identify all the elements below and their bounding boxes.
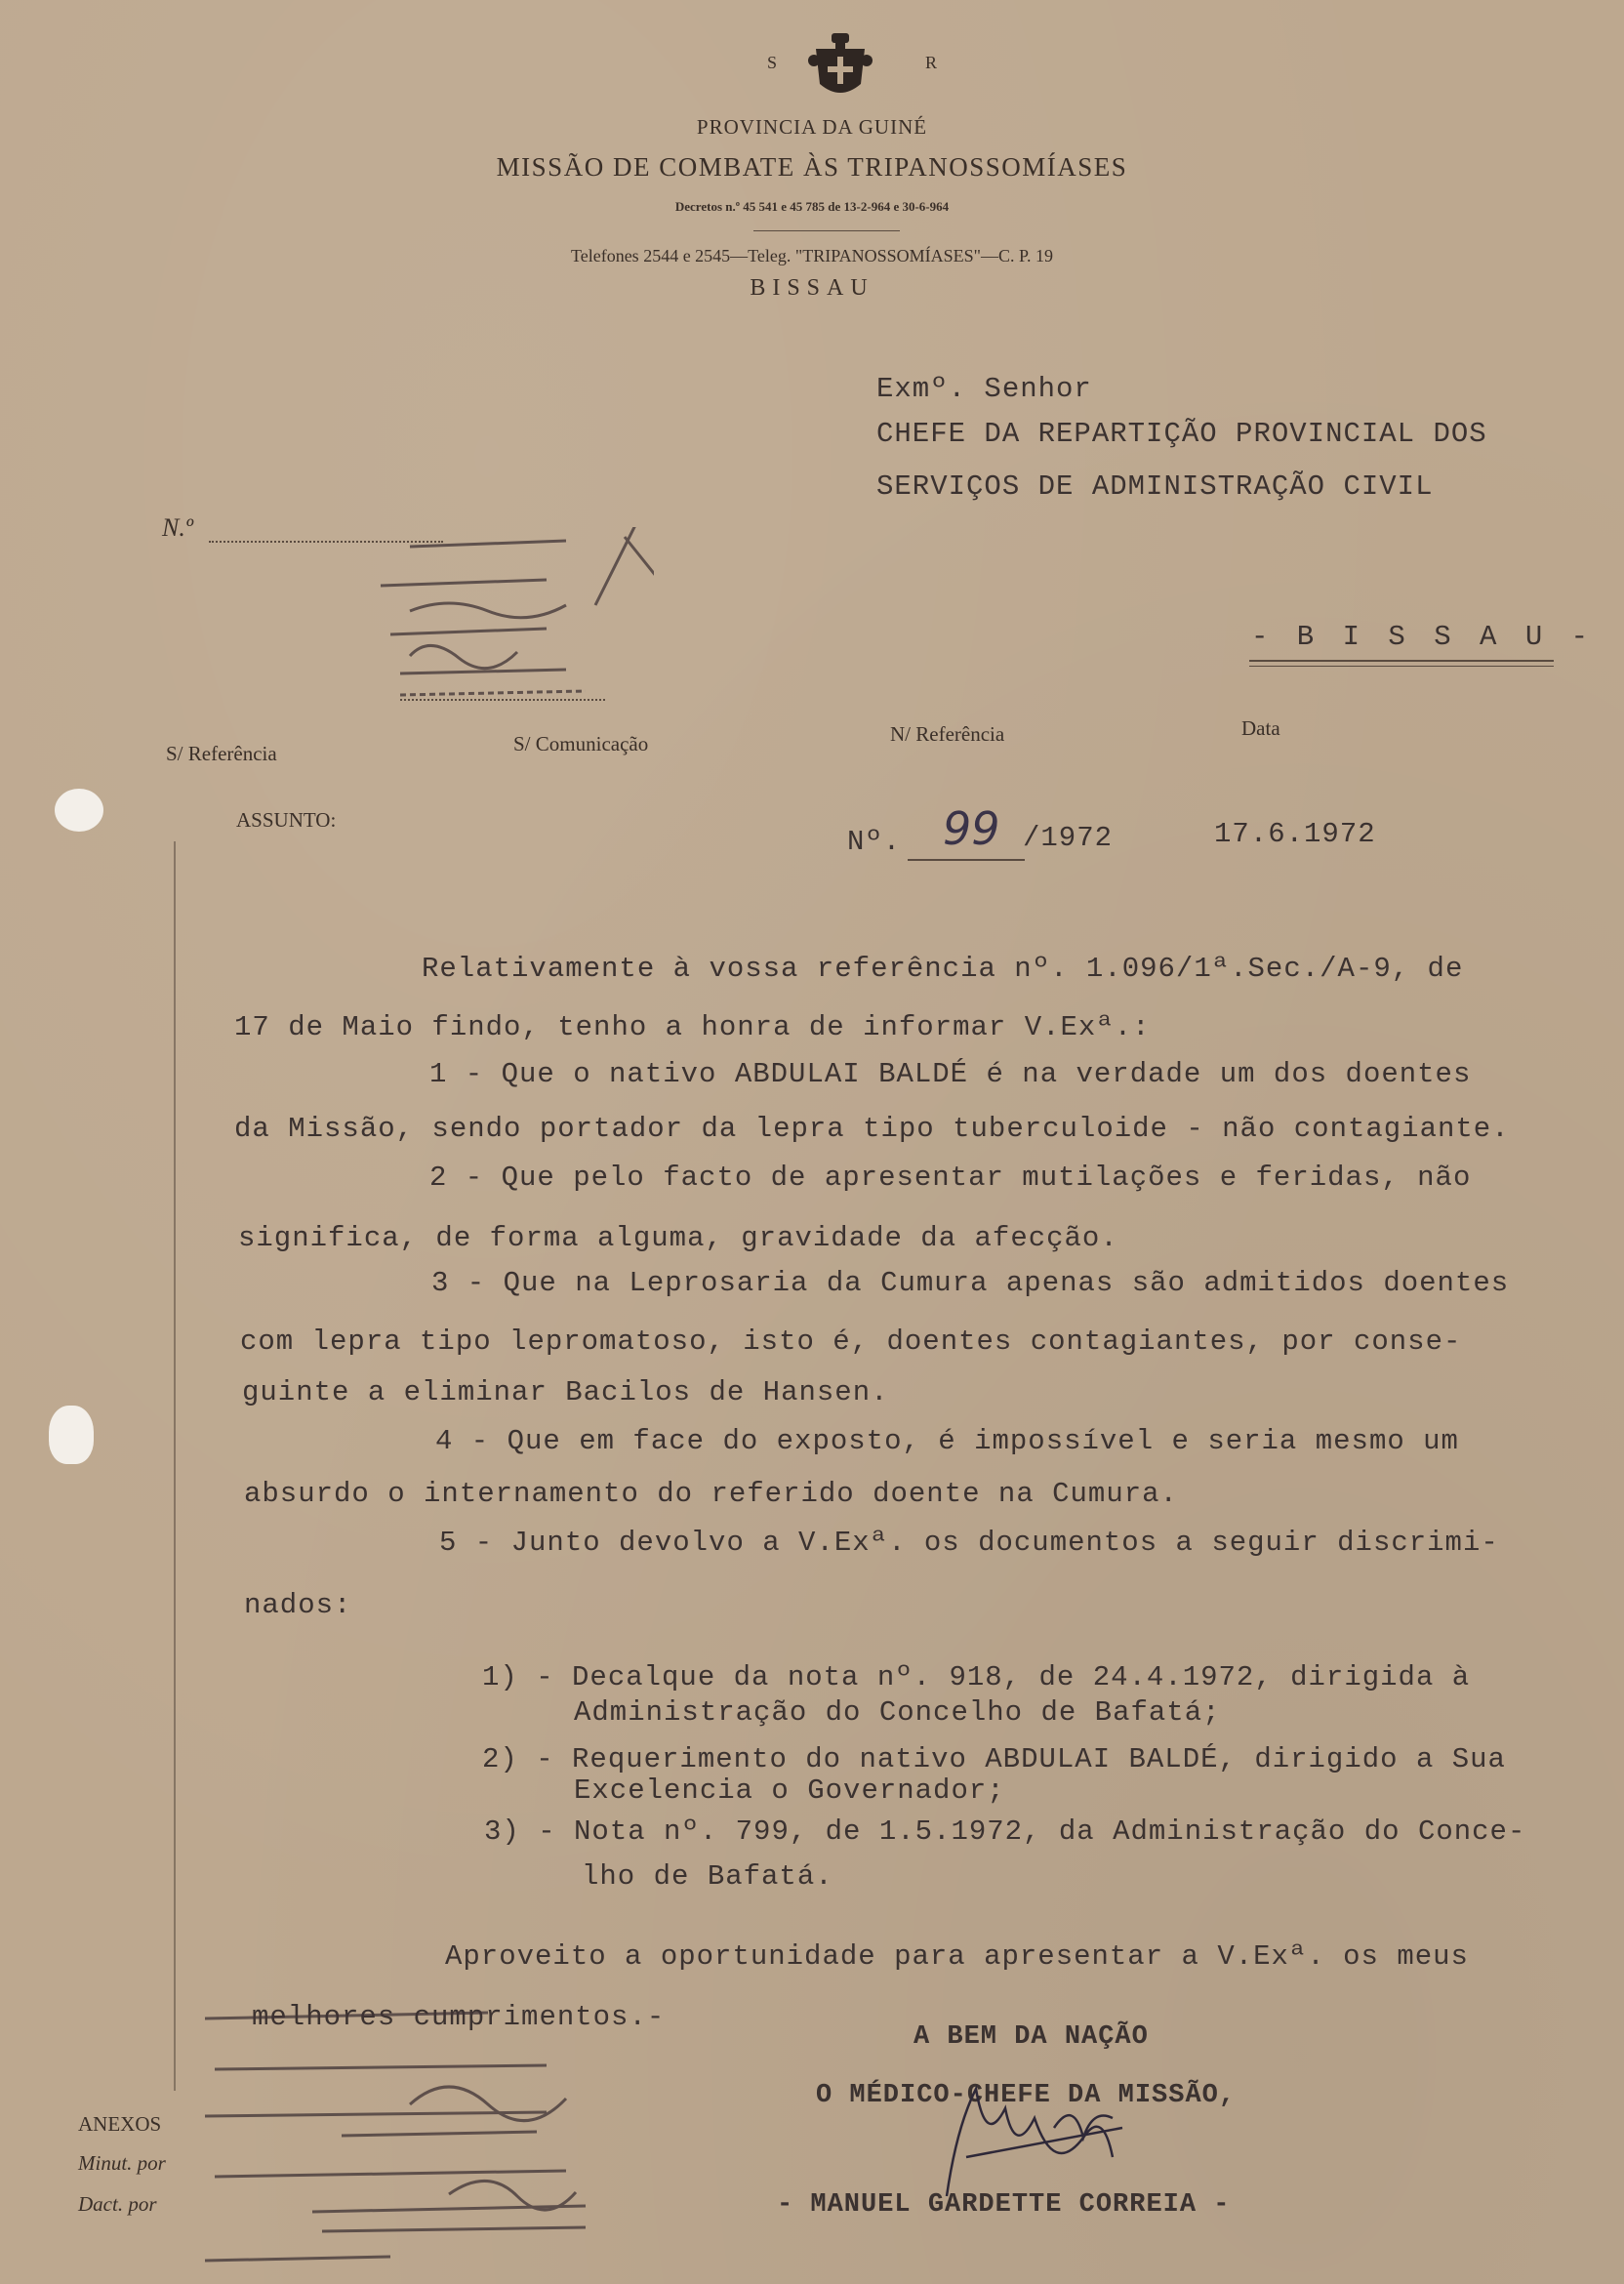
item-3-line-a: 3 - Que na Leprosaria da Cumura apenas são admitidos doentes — [431, 1267, 1510, 1299]
received-stamp-marks-icon — [371, 527, 654, 713]
anexos-label: ANEXOS — [78, 2112, 162, 2136]
body-paragraph-1a: Relativamente à vossa referência nº. 1.096/1ª.Sec./A-9, de — [422, 953, 1464, 985]
item-4-line-b: absurdo o internamento do referido doente na Cumura. — [244, 1478, 1178, 1510]
recipient-salutation: Exmº. Senhor — [876, 373, 1092, 405]
letterhead-decrees: Decretos n.º 45 541 e 45 785 de 13-2-964 e 30-6-964 — [674, 199, 950, 214]
signature-title: O MÉDICO-CHEFE DA MISSÃO, — [816, 2081, 1237, 2110]
document-2-line-b: Excelencia o Governador; — [574, 1774, 1005, 1807]
reference-underline — [908, 859, 1025, 861]
reference-year: /1972 — [1023, 822, 1114, 854]
data-label: Data — [1241, 716, 1280, 740]
item-5-line-a: 5 - Junto devolvo a V.Exª. os documentos a seguir discrimi- — [439, 1527, 1499, 1559]
letterhead-divider — [753, 230, 900, 231]
numero-label: N.º — [162, 513, 193, 542]
document-2-line-a: 2) - Requerimento do nativo ABDULAI BALDÉ, dirigido a Sua — [482, 1743, 1506, 1775]
letterhead-contacts: Telefones 2544 e 2545—Teleg. "TRIPANOSSOMÍASES"—C. P. 19 — [570, 246, 1053, 265]
recipient-city-underline — [1249, 660, 1554, 662]
reference-date: 17.6.1972 — [1214, 818, 1376, 850]
document-3-line-a: 3) - Nota nº. 799, de 1.5.1972, da Administração do Conce- — [484, 1815, 1526, 1848]
closing-line-1: Aproveito a oportunidade para apresentar a V.Exª. os meus — [445, 1940, 1469, 1973]
closing-line-2: melhores cumprimentos.- — [252, 2001, 666, 2033]
recipient-title-line1: CHEFE DA REPARTIÇÃO PROVINCIAL DOS — [876, 418, 1487, 450]
item-4-line-a: 4 - Que em face do exposto, é impossível e seria mesmo um — [435, 1425, 1459, 1457]
item-2-line-b: significa, de forma alguma, gravidade da afecção. — [238, 1222, 1118, 1254]
signature-motto: A BEM DA NAÇÃO — [914, 2022, 1149, 2052]
received-stamp — [371, 527, 654, 713]
reference-prefix: Nº. — [847, 826, 902, 858]
punch-hole-bottom — [49, 1406, 94, 1464]
recipient-title-line2: SERVIÇOS DE ADMINISTRAÇÃO CIVIL — [876, 470, 1434, 503]
document-1-line-b: Administração do Concelho de Bafatá; — [574, 1696, 1221, 1729]
item-3-line-b: com lepra tipo lepromatoso, isto é, doentes contagiantes, por conse- — [240, 1326, 1462, 1358]
assunto-label: ASSUNTO: — [236, 808, 337, 832]
item-2-line-a: 2 - Que pelo facto de apresentar mutilações e feridas, não — [429, 1162, 1472, 1194]
minut-label: Minut. por — [78, 2151, 166, 2175]
dact-label: Dact. por — [78, 2192, 157, 2216]
recipient-city: - B I S S A U - — [1251, 621, 1595, 653]
body-paragraph-1b: 17 de Maio findo, tenho a honra de informar V.Exª.: — [234, 1011, 1151, 1043]
signature-name: - MANUEL GARDETTE CORREIA - — [777, 2190, 1231, 2220]
item-1-line-a: 1 - Que o nativo ABDULAI BALDÉ é na verdade um dos doentes — [429, 1058, 1472, 1090]
recipient-city-underline-2 — [1249, 666, 1554, 667]
item-1-line-b: da Missão, sendo portador da lepra tipo tuberculoide - não contagiante. — [234, 1113, 1510, 1145]
margin-line — [174, 841, 176, 2091]
item-5-line-b: nados: — [244, 1589, 352, 1621]
document-1-line-a: 1) - Decalque da nota nº. 918, de 24.4.1972, dirigida à — [482, 1661, 1471, 1693]
letterhead-s: S — [767, 53, 778, 72]
letterhead-city: BISSAU — [750, 275, 874, 301]
letterhead-province: PROVINCIA DA GUINÉ — [696, 115, 928, 139]
bottom-stamp-marks-icon — [195, 2011, 605, 2264]
item-3-line-c: guinte a eliminar Bacilos de Hansen. — [242, 1376, 889, 1408]
document-3-line-b: lho de Bafatá. — [582, 1860, 833, 1893]
coat-of-arms-icon — [808, 31, 873, 103]
punch-hole-top — [55, 789, 103, 832]
signature-scribble-icon — [917, 2069, 1161, 2206]
s-comunicacao-label: S/ Comunicação — [513, 732, 649, 755]
letterhead-mission: MISSÃO DE COMBATE ÀS TRIPANOSSOMÍASES — [496, 152, 1128, 182]
n-referencia-label: N/ Referência — [890, 722, 1005, 746]
letterhead-r: R — [925, 53, 938, 72]
s-referencia-label: S/ Referência — [166, 742, 277, 765]
reference-number: 99 — [943, 802, 1000, 855]
